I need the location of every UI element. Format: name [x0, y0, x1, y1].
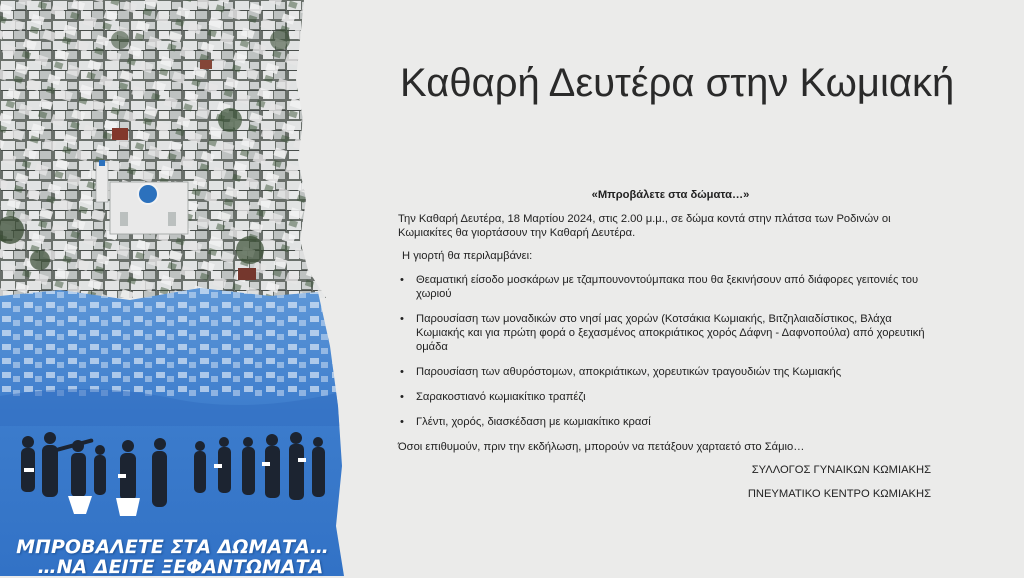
list-item: • Γλέντι, χορός, διασκέδαση με κωμιακίτικο κρασί: [398, 415, 943, 429]
signature-womens-association: ΣΥΛΛΟΓΟΣ ΓΥΝΑΙΚΩΝ ΚΩΜΙΑΚΗΣ: [751, 464, 931, 476]
program-intro: Η γιορτή θα περιλαμβάνει:: [402, 250, 533, 262]
signature-cultural-center: ΠΝΕΥΜΑΤΙΚΟ ΚΕΝΤΡΟ ΚΩΜΙΑΚΗΣ: [747, 488, 931, 500]
poster-headline-line-2: …ΝΑ ΔΕΙΤΕ ΞΕΦΑΝΤΩΜΑΤΑ: [37, 556, 324, 578]
program-list: [398, 273, 943, 429]
village-aerial-photo: [0, 0, 330, 298]
closing-note: Όσοι επιθυμούν, πριν την εκδήλωση, μπορούν να πετάξουν χαρταετό στο Σάμιο…: [398, 441, 805, 453]
intro-paragraph: Την Καθαρή Δευτέρα, 18 Μαρτίου 2024, στις 2.00 μ.μ., σε δώμα κοντά στην πλάτσα των Ροδινών οι Κωμιακίτες θα γιορτάσουν την Καθαρή Δευτέρα.: [398, 213, 891, 239]
dancers-poster: [0, 286, 345, 576]
list-item: • Σαρακοστιανό κωμιακίτικο τραπέζι: [398, 390, 943, 404]
event-description: [398, 188, 943, 501]
village-aerial-image: [0, 0, 330, 298]
list-item: • Θεαματική είσοδο μοσκάρων με τζαμπουνοντούμπακα που θα ξεκινήσουν από διάφορες γειτονιές του χωριού: [398, 273, 943, 301]
page-title: Καθαρή Δευτέρα στην Κωμιακή: [400, 61, 955, 105]
event-subtitle: «Μπροβάλετε στα δώματα…»: [591, 189, 750, 201]
poster-headline-line-1: ΜΠΡΟΒΑΛΕΤΕ ΣΤΑ ΔΩΜΑΤΑ…: [16, 536, 329, 558]
list-item: • Παρουσίαση των μοναδικών στο νησί μας χορών (Κοτσάκια Κωμιακής, Βιτζηλαιαδίστικος, Βλάχα Κωμιακής και για πρώτη φορά ο ξεχασμένος αποκριάτικος χορός Δάφνη - Δαφνοπούλα) από χορευτική ομάδα: [398, 312, 943, 354]
dancers-poster-image: [0, 286, 345, 576]
list-item: • Παρουσίαση των αθυρόστομων, αποκριάτικων, χορευτικών τραγουδιών της Κωμιακής: [398, 365, 943, 379]
